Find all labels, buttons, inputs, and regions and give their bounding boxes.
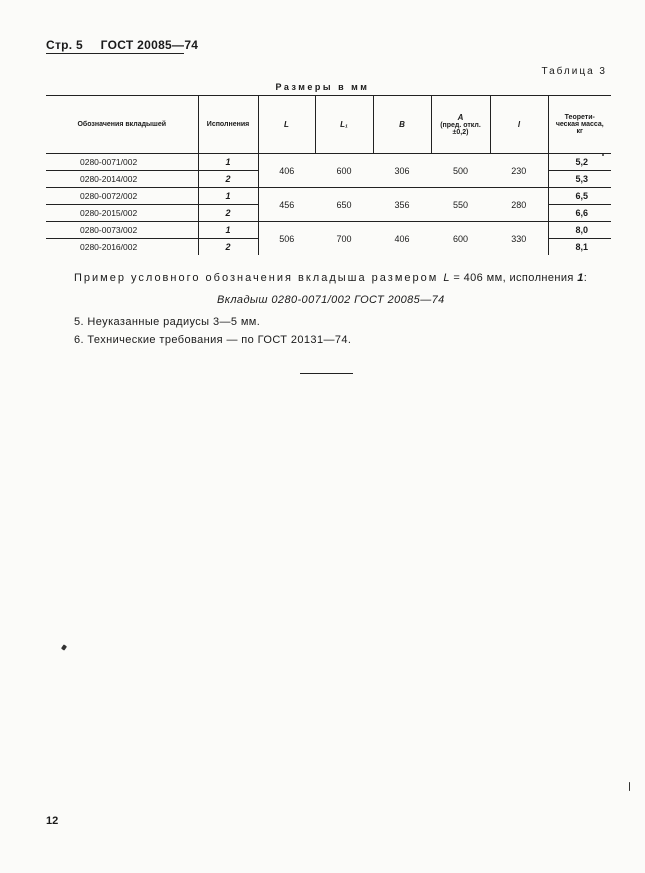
example-lead: Пример условного обозначения вкладыша размером <box>74 272 439 284</box>
standard-number: ГОСТ 20085—74 <box>100 38 199 52</box>
col-designation: Обозначения вкладышей <box>46 96 198 154</box>
col-L1: L₁ <box>315 96 373 154</box>
col-mass-line-3: кг <box>576 128 583 135</box>
L-cell: 406 <box>258 154 315 188</box>
A-cell: 600 <box>452 233 469 244</box>
running-header <box>46 38 198 52</box>
designation-cell: 0280-0072/002 <box>46 188 198 205</box>
A-cell: 500 <box>431 154 490 188</box>
designation-cell: 0280-0073/002 <box>46 222 198 239</box>
L-cell: 456 <box>258 188 315 222</box>
B-cell: 406 <box>394 233 410 244</box>
page-number: 12 <box>46 815 59 827</box>
L1-cell: 600 <box>315 154 373 188</box>
L-cell: 506 <box>279 233 295 244</box>
mass-cell: 6,6 <box>548 205 611 222</box>
section-end-rule <box>300 373 353 374</box>
col-A-tolerance-1: (пред. откл. <box>440 122 481 129</box>
scan-speck <box>602 154 604 156</box>
B-cell: 306 <box>373 154 431 188</box>
table-header-row <box>46 96 611 154</box>
note-technical-requirements: 6. Технические требования — по ГОСТ 20131—74. <box>74 334 352 346</box>
col-l: l <box>490 96 548 154</box>
table-row <box>46 154 611 171</box>
col-L: L <box>258 96 315 154</box>
designation-cell: 0280-0071/002 <box>46 154 198 171</box>
note-radii: 5. Неуказанные радиусы 3—5 мм. <box>74 316 261 328</box>
example-colon: : <box>583 272 588 284</box>
designation-cell: 0280-2015/002 <box>46 205 198 222</box>
l-cell: 330 <box>511 233 527 244</box>
B-cell: 356 <box>373 188 431 222</box>
L1-cell: 700 <box>336 233 352 244</box>
col-mass <box>548 96 611 154</box>
table-row <box>46 188 611 205</box>
dimensions-table <box>46 95 611 255</box>
example-symbol-L: L <box>443 272 450 284</box>
table-units: Размеры в мм <box>275 82 370 92</box>
example-designation: Вкладыш 0280-0071/002 ГОСТ 20085—74 <box>217 294 445 306</box>
scan-speck <box>629 782 630 791</box>
variant-cell: 2 <box>198 239 258 256</box>
variant-cell: 2 <box>198 205 258 222</box>
designation-cell: 0280-2016/002 <box>80 242 138 252</box>
l-cell: 230 <box>490 154 548 188</box>
col-mass-line-1: Теорети- <box>564 114 595 121</box>
scan-speck <box>61 644 67 650</box>
mass-cell: 5,3 <box>548 171 611 188</box>
L1-cell: 650 <box>315 188 373 222</box>
variant-cell: 1 <box>198 154 258 171</box>
l-cell: 280 <box>490 188 548 222</box>
page-label: Стр. 5 <box>46 38 84 52</box>
variant-cell: 1 <box>198 222 258 239</box>
mass-cell: 8,0 <box>548 222 611 239</box>
col-variant: Исполнения <box>198 96 258 154</box>
designation-cell: 0280-2014/002 <box>46 171 198 188</box>
col-A-symbol: A <box>457 113 464 122</box>
col-A <box>431 96 490 154</box>
col-A-tolerance-2: ±0,2) <box>452 129 469 136</box>
example-line <box>74 272 587 284</box>
table-caption: Таблица 3 <box>541 66 607 77</box>
table-row <box>46 222 611 239</box>
example-variant: 1 <box>577 272 584 284</box>
variant-cell: 2 <box>198 171 258 188</box>
col-B: B <box>373 96 431 154</box>
mass-cell: 8,1 <box>548 239 611 256</box>
col-mass-line-2: ческая масса, <box>555 121 604 128</box>
variant-cell: 1 <box>198 188 258 205</box>
mass-cell: 6,5 <box>548 188 611 205</box>
example-value: = 406 мм, исполнения <box>449 272 574 284</box>
A-cell: 550 <box>431 188 490 222</box>
mass-cell: 5,2 <box>548 154 611 171</box>
header-rule <box>46 53 184 54</box>
